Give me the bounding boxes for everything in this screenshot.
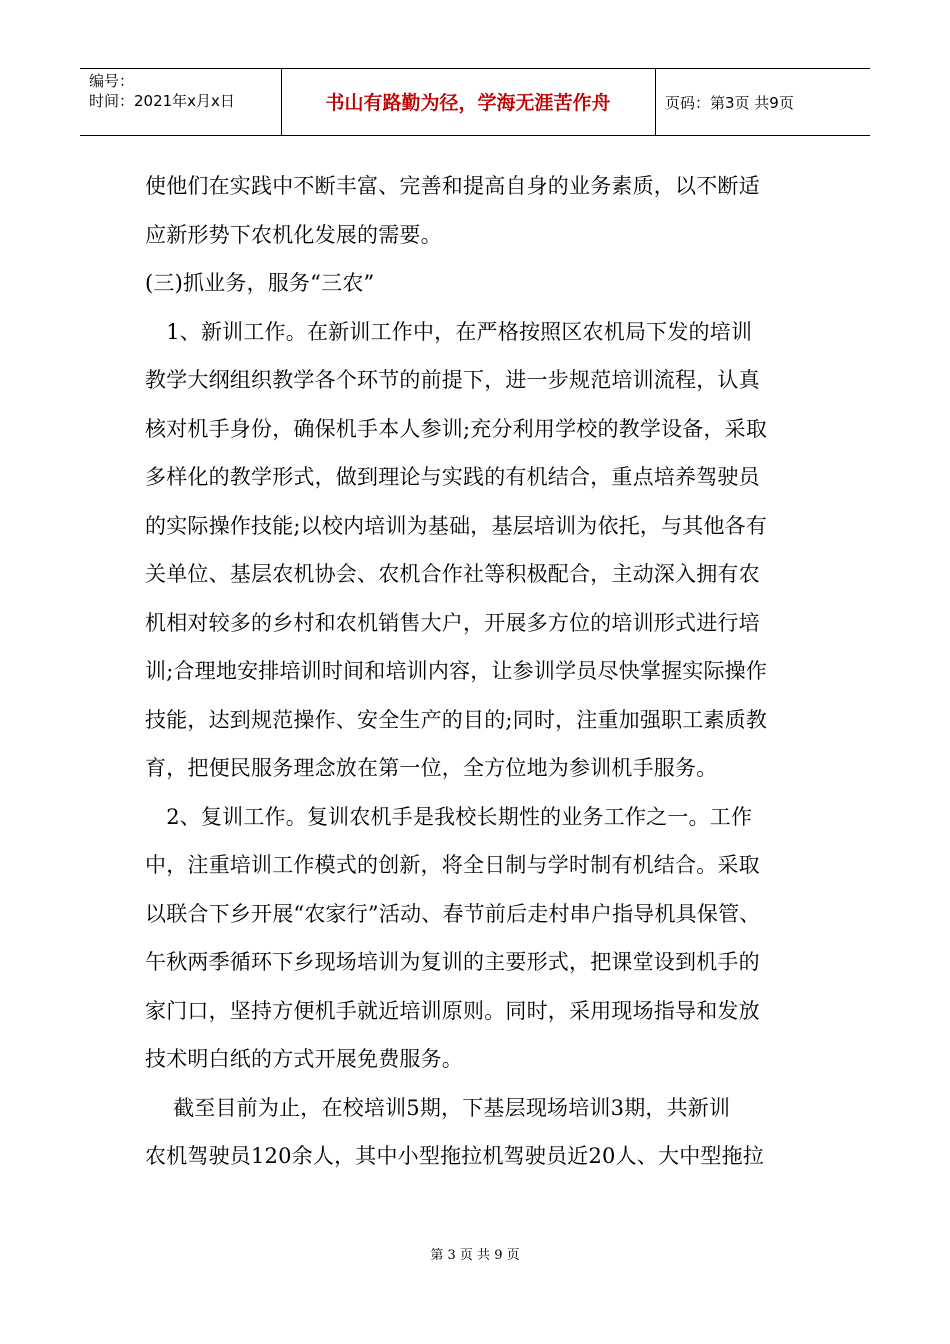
- document-body: [145, 162, 815, 1181]
- body-line: 训;合理地安排培训时间和培训内容，让参训学员尽快掌握实际操作: [145, 659, 768, 683]
- body-line: 以联合下乡开展“农家行”活动、春节前后走村串户指导机具保管、: [145, 901, 761, 926]
- document-time-label: 时间：2021年x月x日: [89, 92, 235, 110]
- body-line: 家门口，坚持方便机手就近培训原则。同时，采用现场指导和发放: [145, 998, 760, 1023]
- section-heading: (三)抓业务，服务“三农”: [145, 271, 375, 295]
- page-footer: 第 3 页 共 9 页: [430, 1248, 520, 1263]
- body-line: 的实际操作技能;以校内培训为基础，基层培训为依托，与其他各有: [145, 513, 768, 538]
- header-page-info: 页码：第3页 共9页: [665, 94, 794, 112]
- body-line: 应新形势下农机化发展的需要。: [145, 222, 442, 247]
- body-line: 中，注重培训工作模式的创新，将全日制与学时制有机结合。采取: [145, 853, 760, 877]
- page-header: [80, 68, 870, 136]
- body-line: 截至目前为止，在校培训5期，下基层现场培训3期，共新训: [145, 1095, 731, 1120]
- body-line: 多样化的教学形式，做到理论与实践的有机结合，重点培养驾驶员: [145, 465, 760, 489]
- body-line: 2、复训工作。复训农机手是我校长期性的业务工作之一。工作: [145, 804, 753, 829]
- header-meta: [89, 71, 235, 111]
- body-line: 核对机手身份，确保机手本人参训;充分利用学校的教学设备，采取: [145, 416, 768, 441]
- body-line: 技能，达到规范操作、安全生产的目的;同时，注重加强职工素质教: [145, 707, 768, 732]
- header-divider-right: [655, 69, 656, 135]
- body-line: 机相对较多的乡村和农机销售大户，开展多方位的培训形式进行培: [145, 610, 760, 635]
- body-line: 使他们在实践中不断丰富、完善和提高自身的业务素质，以不断适: [145, 174, 760, 198]
- header-motto: 书山有路勤为径，学海无涯苦作舟: [325, 92, 611, 114]
- body-line: 午秋两季循环下乡现场培训为复训的主要形式，把课堂设到机手的: [145, 950, 760, 974]
- body-line: 技术明白纸的方式开展免费服务。: [145, 1047, 463, 1071]
- document-number-label: 编号：: [89, 72, 135, 90]
- body-line: 农机驾驶员120余人，其中小型拖拉机驾驶员近20人、大中型拖拉: [145, 1144, 765, 1168]
- body-line: 教学大纲组织教学各个环节的前提下，进一步规范培训流程，认真: [145, 368, 760, 392]
- body-line: 1、新训工作。在新训工作中，在严格按照区农机局下发的培训: [145, 319, 753, 344]
- body-line: 育，把便民服务理念放在第一位，全方位地为参训机手服务。: [145, 756, 718, 780]
- body-line: 关单位、基层农机协会、农机合作社等积极配合，主动深入拥有农: [145, 562, 760, 586]
